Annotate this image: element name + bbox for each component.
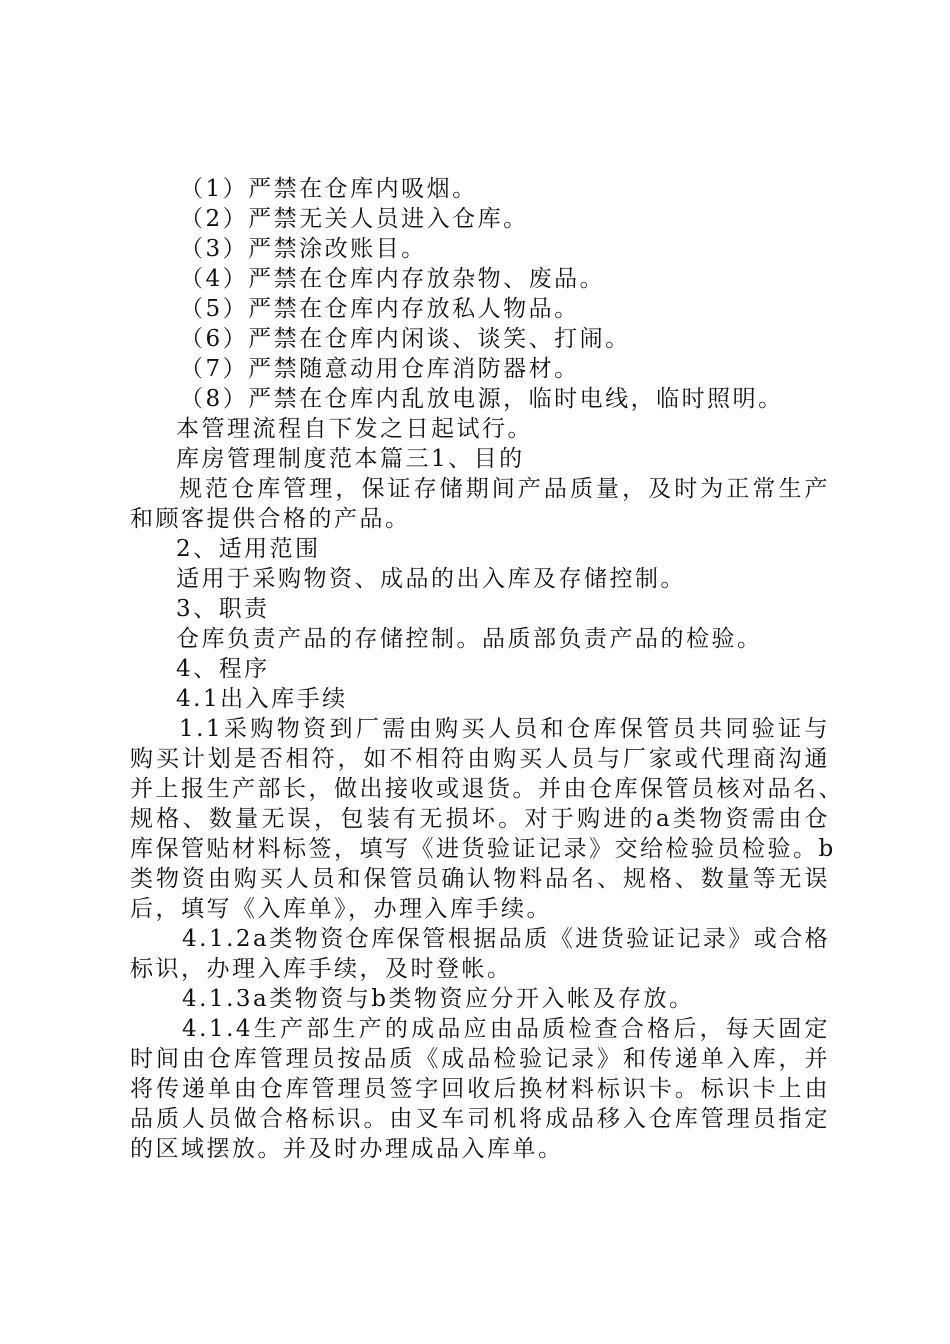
paragraph-line: 和顾客提供合格的产品。 <box>130 506 411 532</box>
rule-item-6: （6）严禁在仓库内闲谈、谈笑、打闹。 <box>180 326 631 352</box>
section-heading-duties: 3、职责 <box>176 596 270 622</box>
rule-item-7: （7）严禁随意动用仓库消防器材。 <box>180 356 580 382</box>
rule-item-5: （5）严禁在仓库内存放私人物品。 <box>180 296 580 322</box>
section-heading-purpose: 库房管理制度范本篇三1、目的 <box>176 446 525 472</box>
paragraph-line: 4.1.3a类物资与b类物资应分开入帐及存放。 <box>182 986 695 1012</box>
paragraph-line: 将传递单由仓库管理员签字回收后换材料标识卡。标识卡上由 <box>130 1076 830 1102</box>
trial-statement: 本管理流程自下发之日起试行。 <box>176 416 533 442</box>
paragraph-line: 4.1.2a类物资仓库保管根据品质《进货验证记录》或合格 <box>182 926 831 952</box>
paragraph-line: 4.1.4生产部生产的成品应由品质检查合格后，每天固定 <box>182 1016 830 1042</box>
paragraph-line: 标识，办理入库手续，及时登帐。 <box>130 956 513 982</box>
rule-item-1: （1）严禁在仓库内吸烟。 <box>180 176 478 202</box>
paragraph-line: 1.1采购物资到厂需由购买人员和仓库保管员共同验证与 <box>179 716 830 742</box>
paragraph-line: 规范仓库管理，保证存储期间产品质量，及时为正常生产 <box>179 476 830 502</box>
section-heading-procedure: 4、程序 <box>176 656 270 682</box>
paragraph-line: 仓库负责产品的存储控制。品质部负责产品的检验。 <box>176 626 763 652</box>
paragraph-line: 类物资由购买人员和保管员确认物料品名、规格、数量等无误 <box>130 866 830 892</box>
paragraph-line: 库保管贴材料标签，填写《进货验证记录》交给检验员检验。b <box>130 836 836 862</box>
paragraph-line: 时间由仓库管理员按品质《成品检验记录》和传递单入库，并 <box>130 1046 830 1072</box>
paragraph-line: 规格、数量无误，包装有无损坏。对于购进的a类物资需由仓 <box>130 806 830 832</box>
paragraph-line: 品质人员做合格标识。由叉车司机将成品移入仓库管理员指定 <box>130 1106 830 1132</box>
rule-item-2: （2）严禁无关人员进入仓库。 <box>180 206 529 232</box>
paragraph-line: 购买计划是否相符，如不相符由购买人员与厂家或代理商沟通 <box>130 746 830 772</box>
rule-item-4: （4）严禁在仓库内存放杂物、废品。 <box>180 266 606 292</box>
subsection-heading: 4.1出入库手续 <box>176 686 348 712</box>
paragraph-line: 适用于采购物资、成品的出入库及存储控制。 <box>176 566 686 592</box>
rule-item-8: （8）严禁在仓库内乱放电源，临时电线，临时照明。 <box>180 386 784 412</box>
section-heading-scope: 2、适用范围 <box>176 536 321 562</box>
paragraph-line: 并上报生产部长，做出接收或退货。并由仓库保管员核对品名、 <box>130 776 844 802</box>
paragraph-line: 的区域摆放。并及时办理成品入库单。 <box>130 1136 564 1162</box>
rule-item-3: （3）严禁涂改账目。 <box>180 236 427 262</box>
paragraph-line: 后，填写《入库单》，办理入库手续。 <box>130 896 552 922</box>
document-body <box>130 174 844 1164</box>
